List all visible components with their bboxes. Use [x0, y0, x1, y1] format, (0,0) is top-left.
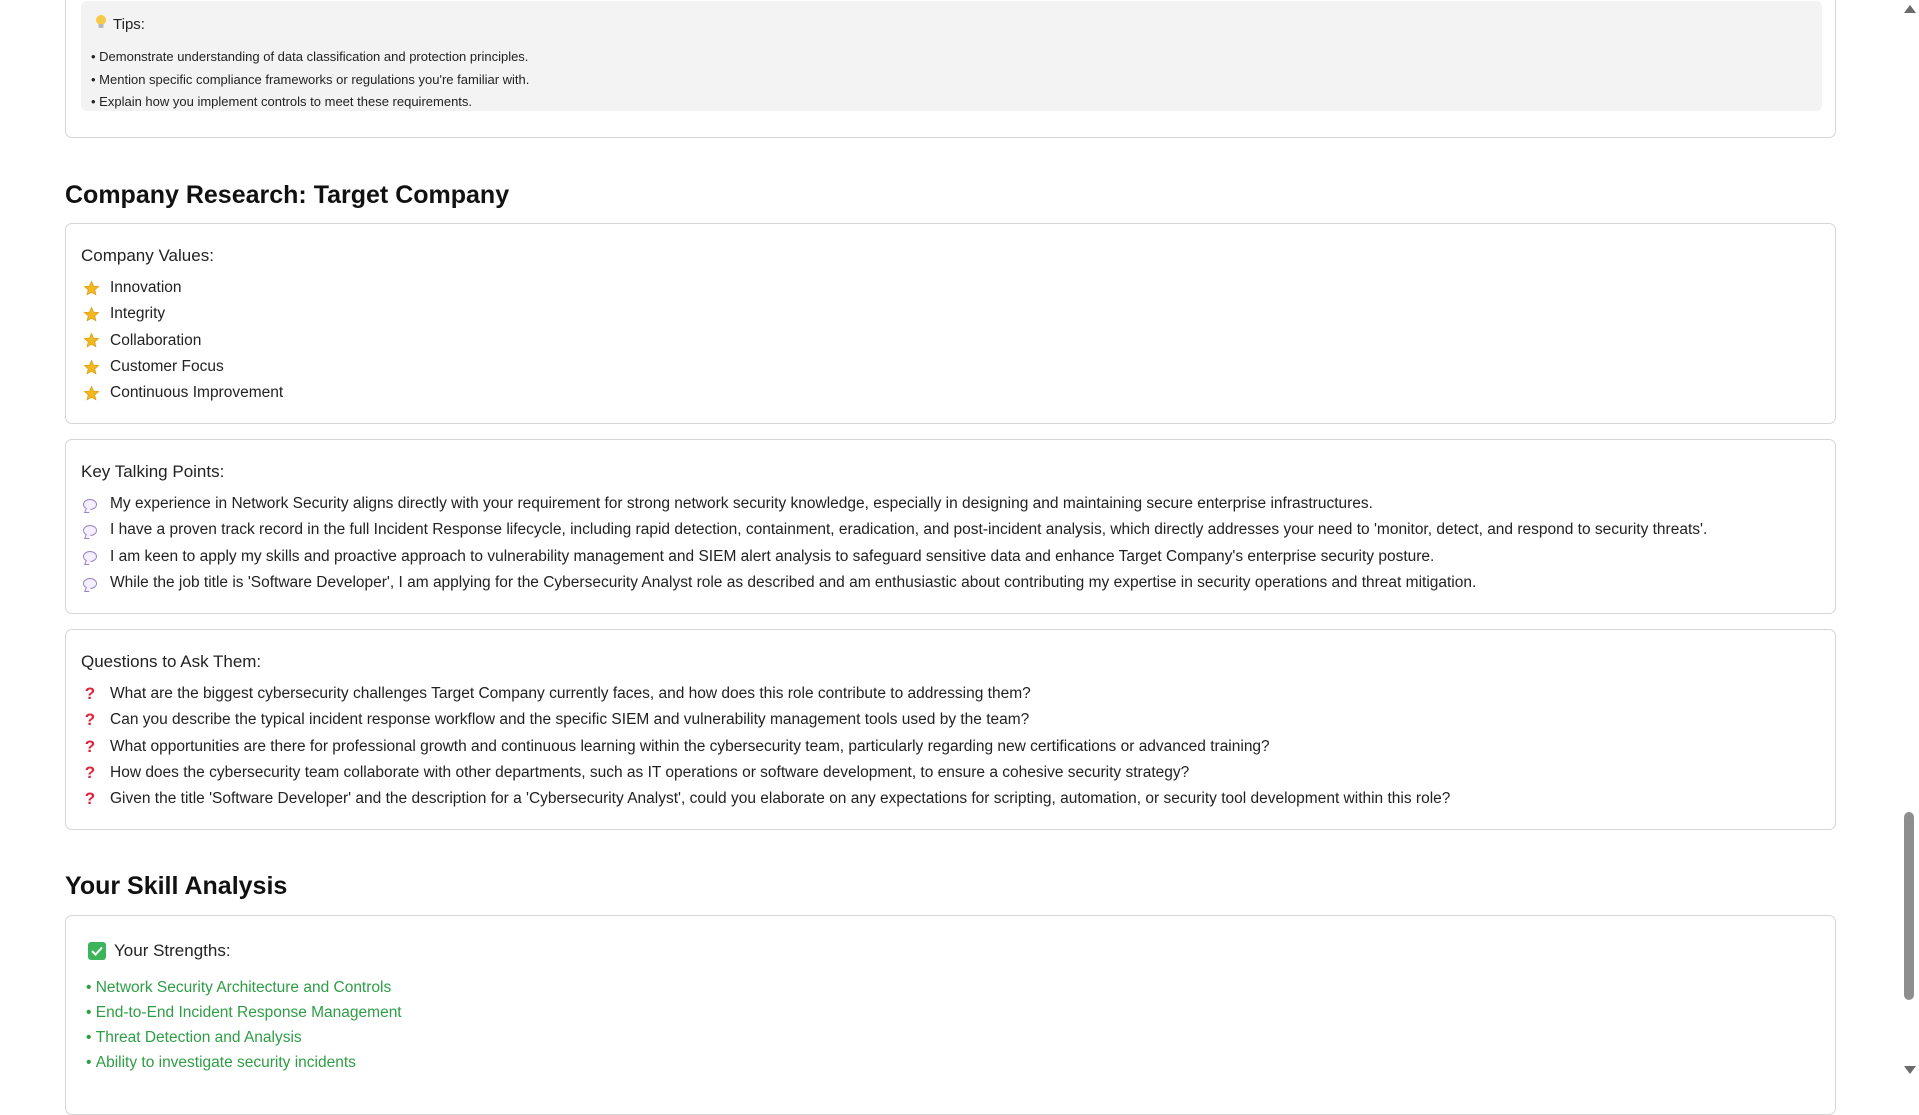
tips-card	[65, 0, 1836, 138]
talking-points-list	[83, 491, 1707, 596]
list-item: Integrity	[83, 301, 283, 327]
list-item: I have a proven track record in the full Incident Response lifecycle, including rapid detection, containment, eradication, and post-incident analysis, which directly addresses your need to 'monitor, detect, and respond to security threats'.	[83, 517, 1707, 543]
list-item: • Ability to investigate security incidents	[86, 1050, 402, 1075]
list-item: I am keen to apply my skills and proactive approach to vulnerability management and SIEM alert analysis to safeguard sensitive data and enhance Target Company's enterprise security posture.	[83, 544, 1707, 570]
strengths-list	[86, 975, 402, 1075]
list-item: • Threat Detection and Analysis	[86, 1025, 402, 1050]
questions-title: Questions to Ask Them:	[81, 652, 262, 671]
question-mark-icon: ?	[84, 736, 96, 756]
tip-item: • Explain how you implement controls to meet these requirements.	[91, 91, 529, 114]
vertical-scrollbar[interactable]	[1900, 0, 1919, 1079]
star-icon	[83, 280, 110, 297]
star-icon	[83, 359, 110, 376]
company-values-card	[65, 223, 1836, 424]
checkmark-icon	[88, 942, 106, 960]
list-item: ? Can you describe the typical incident response workflow and the specific SIEM and vulnerability management tools used by the team?	[83, 707, 1450, 733]
list-item: ? How does the cybersecurity team collaborate with other departments, such as IT operations or software development, to ensure a cohesive security strategy?	[83, 760, 1450, 786]
speech-bubble-icon	[83, 499, 110, 510]
list-item: Innovation	[83, 275, 283, 301]
list-item: ? Given the title 'Software Developer' and the description for a 'Cybersecurity Analyst', could you elaborate on any expectations for scripting, automation, or security tool development within this role?	[83, 786, 1450, 812]
tips-box	[81, 1, 1822, 111]
company-research-heading: Company Research: Target Company	[65, 181, 510, 209]
list-item: • End-to-End Incident Response Management	[86, 1000, 402, 1025]
scrollbar-thumb[interactable]	[1904, 812, 1914, 1000]
question-mark-icon: ?	[84, 710, 96, 730]
talking-points-title: Key Talking Points:	[81, 462, 225, 481]
questions-card	[65, 629, 1836, 830]
list-item: Collaboration	[83, 328, 283, 354]
list-item: Continuous Improvement	[83, 380, 283, 406]
scroll-up-arrow-icon[interactable]	[1904, 5, 1916, 13]
tip-item: • Demonstrate understanding of data classification and protection principles.	[91, 46, 529, 69]
tips-list	[91, 46, 529, 114]
list-item: Customer Focus	[83, 354, 283, 380]
strengths-card	[65, 915, 1836, 1115]
list-item: ? What are the biggest cybersecurity challenges Target Company currently faces, and how does this role contribute to addressing them?	[83, 681, 1450, 707]
tips-title: Tips:	[95, 14, 145, 34]
scroll-down-arrow-icon[interactable]	[1904, 1066, 1916, 1074]
star-icon	[83, 385, 110, 402]
company-values-list	[83, 275, 283, 406]
question-mark-icon: ?	[84, 762, 96, 782]
question-mark-icon: ?	[84, 789, 96, 809]
questions-list	[83, 681, 1450, 812]
star-icon	[83, 332, 110, 349]
list-item: • Network Security Architecture and Controls	[86, 975, 402, 1000]
company-values-title: Company Values:	[81, 246, 214, 265]
strengths-title: Your Strengths:	[88, 941, 231, 961]
talking-points-card	[65, 439, 1836, 614]
question-mark-icon: ?	[84, 684, 96, 703]
list-item: My experience in Network Security aligns directly with your requirement for strong network security knowledge, especially in designing and maintaining secure enterprise infrastructures.	[83, 491, 1707, 517]
speech-bubble-icon	[83, 525, 110, 536]
list-item: While the job title is 'Software Developer', I am applying for the Cybersecurity Analyst role as described and am enthusiastic about contributing my expertise in security operations and threat mitigation.	[83, 570, 1707, 596]
tip-item: • Mention specific compliance frameworks or regulations you're familiar with.	[91, 69, 529, 92]
lightbulb-icon	[95, 14, 107, 34]
skill-analysis-heading: Your Skill Analysis	[65, 872, 288, 900]
star-icon	[83, 306, 110, 323]
list-item: ? What opportunities are there for professional growth and continuous learning within the cybersecurity team, particularly regarding new certifications or advanced training?	[83, 734, 1450, 760]
speech-bubble-icon	[83, 551, 110, 562]
speech-bubble-icon	[83, 578, 110, 589]
